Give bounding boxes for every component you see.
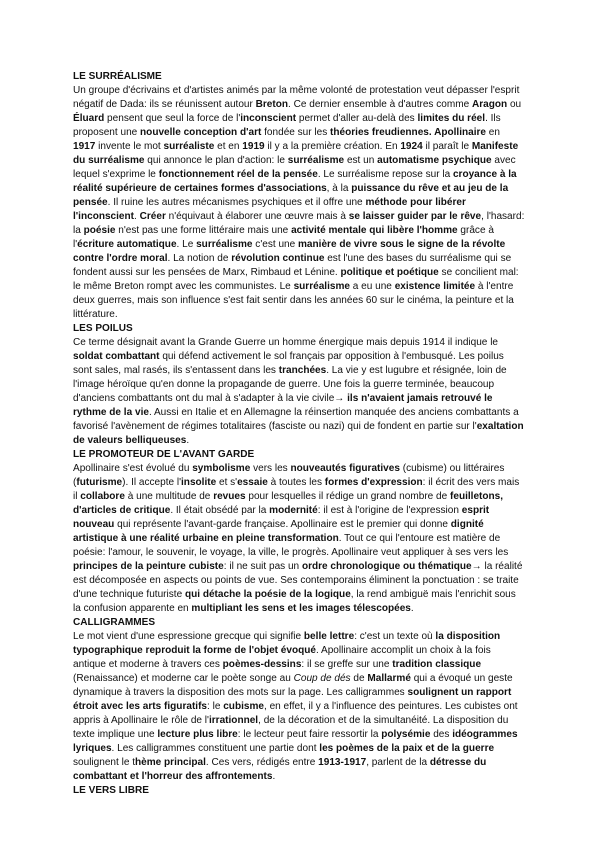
bold-run: soulignent un rapport étroit avec les arts figuratifs bbox=[73, 687, 512, 712]
bold-run: surréaliste bbox=[163, 141, 215, 152]
bold-run: 1913-1917 bbox=[318, 757, 367, 768]
bold-run: ordre chronologique ou thématique bbox=[301, 561, 472, 572]
bold-run: irrationnel bbox=[208, 715, 259, 726]
bold-run: soldat combattant bbox=[73, 351, 160, 362]
bold-run: formes d'expression bbox=[324, 477, 423, 488]
bold-run: fonctionnement réel de la pensée bbox=[158, 169, 318, 180]
bold-run: croyance à la réalité supérieure de certaines formes d'associations bbox=[73, 169, 517, 194]
bold-run: détresse du combattant et l'horreur des affrontements bbox=[73, 757, 487, 782]
section-body-calligrammes: Le mot vient d'une espressione grecque qui signifie belle lettre: c'est un texte où la disposition typographique reproduit la forme de l'objet évoqué. Apollinaire accomplit un choix à la fois antique et moderne à travers ces poèmes-dessins: il se greffe sur une tradition classique (Renaissance) et moderne car le poète songe au Coup de dés de Mallarmé qui a évoqué un geste dynamique à travers la disposition des mots sur la page. Les calligrammes soulignent un rapport étroit avec les arts figuratifs: le cubisme, en effet, il y a l'influence des peintures. Les cubistes ont appris à Apollinaire le rôle de l'irrationnel, de la décoration et de la simultanéité. La disposition du texte implique une lecture plus libre: le lecteur peut faire ressortir la polysémie des idéogrammes lyriques. Les calligrammes constituent une partie dont les poèmes de la paix et de la guerre soulignent le thème principal. Ces vers, rédigés entre 1913-1917, parlent de la détresse du combattant et l'horreur des affrontements. bbox=[73, 631, 518, 782]
bold-run: hème principal bbox=[135, 757, 206, 768]
bold-run: exaltation de valeurs belliqueuses bbox=[73, 421, 524, 446]
bold-run: dignité artistique à une réalité urbaine en pleine transformation bbox=[73, 519, 484, 544]
bold-run: limites du réel bbox=[417, 113, 486, 124]
section-title-avant-garde: LE PROMOTEUR DE L'AVANT GARDE bbox=[73, 449, 255, 460]
bold-run: activité mentale qui libère l'homme bbox=[291, 225, 458, 236]
section-body-avant-garde: Apollinaire s'est évolué du symbolisme vers les nouveautés figuratives (cubisme) ou littéraires (futurisme). Il accepte l'insolite et s'essaie à toutes les formes d'expression: il écrit des vers mais il collabore à une multitude de revues pour lesquelles il rédige un grand nombre de feuilletons, d'articles de critique. Il était obsédé par la modernité: il est à l'origine de l'expression esprit nouveau qui représente l'avant-garde française. Apollinaire est le premier qui donne dignité artistique à une réalité urbaine en pleine transformation. Tout ce qui l'entoure est matière de poésie: l'amour, le souvenir, le voyage, la ville, le progrès. Apollinaire veut appliquer à ses vers les principes de la peinture cubiste: il ne suit pas un ordre chronologique ou thématique→ la réalité est décomposée en aspects ou points de vue. Ses contemporains éliminent la ponctuation : se traite d'une technique futuriste qui détache la poésie de la logique, la rend ambiguë mais l'enrichit sous la confusion apparente en multipliant les sens et les images télescopées. bbox=[73, 463, 523, 614]
bold-run: automatisme psychique bbox=[377, 155, 492, 166]
bold-run: essaie bbox=[237, 477, 268, 488]
bold-run: lecture plus libre bbox=[157, 729, 238, 740]
bold-run: existence limitée bbox=[394, 281, 476, 292]
bold-run: multipliant les sens et les images télescopées bbox=[191, 603, 411, 614]
bold-run: poèmes-dessins bbox=[222, 659, 302, 670]
bold-run: inconscient bbox=[240, 113, 297, 124]
bold-run: nouvelle conception d'art bbox=[140, 127, 262, 138]
bold-run: modernité bbox=[269, 505, 318, 516]
bold-run: → ils n'avaient jamais retrouvé le rythme de la vie bbox=[73, 393, 493, 418]
bold-run: la disposition typographique reproduit la forme de l'objet évoqué bbox=[73, 631, 501, 656]
section-title-vers-libre: LE VERS LIBRE bbox=[73, 785, 149, 796]
bold-run: surréalisme bbox=[287, 155, 345, 166]
bold-run: polysémie bbox=[381, 729, 431, 740]
bold-run: tradition classique bbox=[392, 659, 482, 670]
bold-run: surréalisme bbox=[196, 239, 253, 250]
bold-run: poésie bbox=[83, 225, 116, 236]
section-body-surrealisme: Un groupe d'écrivains et d'artistes animés par la même volonté de protestation veut dépasser l'esprit négatif de Dada: ils se réunissent autour Breton. Ce dernier ensemble à d'autres comme Aragon ou Éluard pensent que seul la force de l'inconscient permet d'aller au-delà des limites du réel. Ils proposent une nouvelle conception d'art fondée sur les théories freudiennes. Apollinaire en 1917 invente le mot surréaliste et en 1919 il y a la première création. En 1924 il paraît le Manifeste du surréalisme qui annonce le plan d'action: le surréalisme est un automatisme psychique avec lequel s'exprime le fonctionnement réel de la pensée. Le surréalisme repose sur la croyance à la réalité supérieure de certaines formes d'associations, à la puissance du rêve et au jeu de la pensée. Il ruine les autres mécanismes psychiques et il offre une méthode pour libérer l'inconscient. Créer n'équivaut à élaborer une œuvre mais à se laisser guider par le rêve, l'hasard: la poésie n'est pas une forme littéraire mais une activité mentale qui libère l'homme grâce à l'écriture automatique. Le surréalisme c'est une manière de vivre sous le signe de la révolte contre l'ordre moral. La notion de révolution continue est l'une des bases du surréalisme qui se fondent aussi sur les pensées de Marx, Rimbaud et Lénine. politique et poétique se concilient mal: le même Breton rompt avec les communistes. Le surréalisme a eu une existence limitée à l'entre deux guerres, mais son influence s'est fait sentir dans les années 60 sur le cinéma, la peinture et la littérature. bbox=[73, 85, 525, 320]
bold-run: théories freudiennes. Apollinaire bbox=[330, 127, 486, 138]
document-page bbox=[73, 70, 525, 798]
bold-run: futurisme bbox=[76, 477, 123, 488]
section-title-calligrammes: CALLIGRAMMES bbox=[73, 617, 156, 628]
bold-run: révolution continue bbox=[231, 253, 325, 264]
bold-run: Mallarmé bbox=[367, 673, 411, 684]
bold-run: manière de vivre sous le signe de la révolte contre l'ordre moral bbox=[73, 239, 506, 264]
section-title-surrealisme: LE SURRÉALISME bbox=[73, 71, 162, 82]
bold-run: collabore bbox=[80, 491, 125, 502]
bold-run: Éluard bbox=[73, 113, 105, 124]
italic-run: Coup de dés bbox=[293, 673, 351, 684]
bold-run: belle lettre bbox=[303, 631, 355, 642]
bold-run: revues bbox=[213, 491, 246, 502]
bold-run: Manifeste du surréalisme bbox=[73, 141, 519, 166]
bold-run: principes de la peinture cubiste bbox=[73, 561, 224, 572]
bold-run: se laisser guider par le rêve bbox=[348, 211, 482, 222]
bold-run: politique et poétique bbox=[340, 267, 439, 278]
bold-run: symbolisme bbox=[192, 463, 251, 474]
bold-run: Breton bbox=[255, 99, 289, 110]
bold-run: 1924 bbox=[400, 141, 423, 152]
section-title-poilus: LES POILUS bbox=[73, 323, 133, 334]
bold-run: 1917 bbox=[73, 141, 96, 152]
section-body-poilus: Ce terme désignait avant la Grande Guerre un homme énergique mais depuis 1914 il indique le soldat combattant qui défend activement le sol français par opposition à l'embusqué. Les poilus sont sales, mal rasés, ils s'entassent dans les tranchées. La vie y est lugubre et résignée, loin de l'image héroïque qu'en donne la propagande de guerre. Une fois la guerre terminée, beaucoup d'anciens combattants ont du mal à s'adapter à la vie civile→ ils n'avaient jamais retrouvé le rythme de la vie. Aussi en Italie et en Allemagne la réinsertion manquée des anciens combattants a favorisé l'avènement de régimes totalitaires (fasciste ou nazi) qui de fondent en partie sur l'exaltation de valeurs belliqueuses. bbox=[73, 337, 524, 446]
bold-run: puissance du rêve et au jeu de la pensée bbox=[73, 183, 509, 208]
bold-run: tranchées bbox=[278, 365, 327, 376]
bold-run: qui détache la poésie de la logique bbox=[184, 589, 351, 600]
bold-run: esprit nouveau bbox=[73, 505, 490, 530]
bold-run: idéogrammes lyriques bbox=[73, 729, 518, 754]
bold-run: Créer bbox=[139, 211, 166, 222]
bold-run: Aragon bbox=[471, 99, 508, 110]
bold-run: insolite bbox=[181, 477, 217, 488]
bold-run: méthode pour libérer l'inconscient bbox=[73, 197, 466, 222]
bold-run: surréalisme bbox=[293, 281, 350, 292]
bold-run: feuilletons, d'articles de critique bbox=[73, 491, 504, 516]
bold-run: cubisme bbox=[223, 701, 264, 712]
bold-run: écriture automatique bbox=[77, 239, 177, 250]
bold-run: nouveautés figuratives bbox=[290, 463, 400, 474]
bold-run: les poèmes de la paix et de la guerre bbox=[319, 743, 495, 754]
bold-run: 1919 bbox=[242, 141, 265, 152]
